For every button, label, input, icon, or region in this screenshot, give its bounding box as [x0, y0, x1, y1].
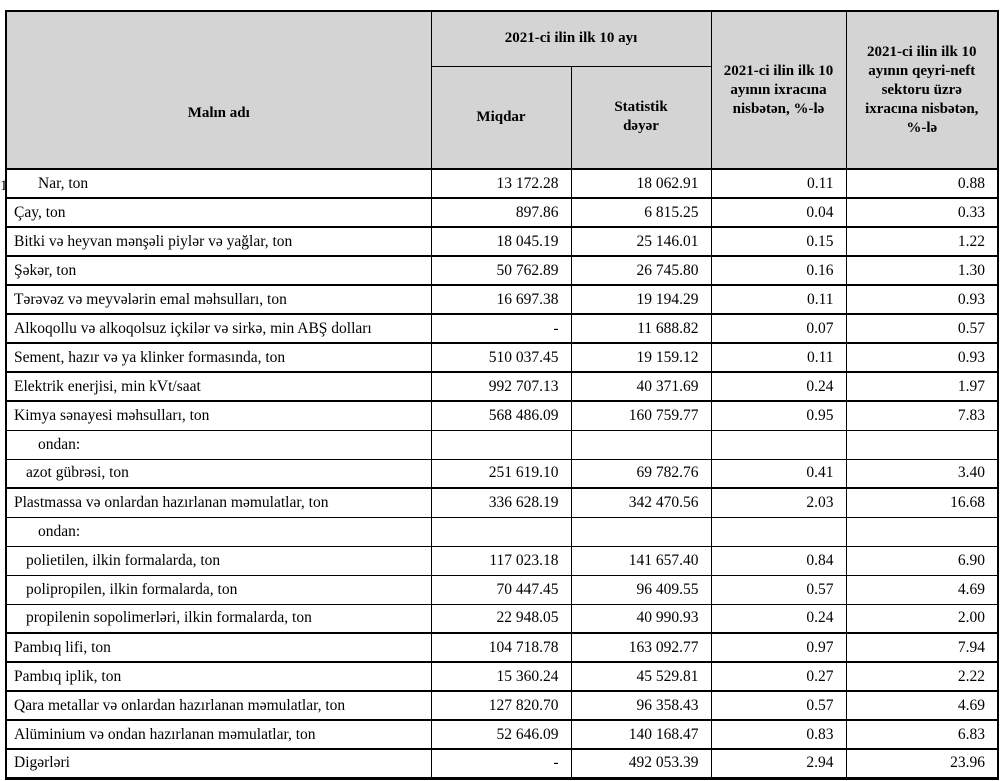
quantity-cell: 992 707.13	[431, 372, 571, 401]
table-row	[6, 343, 998, 372]
pct-of-nonoil-exports-cell: 1.22	[846, 227, 998, 256]
product-name-cell: Alüminium və ondan hazırlanan məmulatlar, ton	[6, 720, 431, 749]
product-name-cell: polipropilen, ilkin formalarda, ton	[6, 575, 431, 604]
quantity-cell: 251 619.10	[431, 459, 571, 488]
pct-of-exports-cell: 0.11	[711, 169, 846, 198]
pct-of-nonoil-exports-cell: 0.93	[846, 343, 998, 372]
pct-of-exports-cell: 0.41	[711, 459, 846, 488]
header-value	[571, 66, 711, 169]
pct-of-exports-cell: 0.27	[711, 662, 846, 691]
statistical-value-cell: 19 194.29	[571, 285, 711, 314]
pct-of-nonoil-exports-cell: 2.00	[846, 604, 998, 633]
product-name-cell: Sement, hazır və ya klinker formasında, ton	[6, 343, 431, 372]
quantity-cell: 897.86	[431, 198, 571, 227]
pct-of-nonoil-exports-cell: 3.40	[846, 459, 998, 488]
table-row	[6, 604, 998, 633]
quantity-cell: 70 447.45	[431, 575, 571, 604]
pct-of-exports-cell: 0.16	[711, 256, 846, 285]
quantity-cell: 22 948.05	[431, 604, 571, 633]
statistical-value-cell: 45 529.81	[571, 662, 711, 691]
header-period-group	[431, 11, 711, 66]
pct-of-exports-cell: 0.24	[711, 604, 846, 633]
product-name-cell: Pambıq lifi, ton	[6, 633, 431, 662]
product-name-cell: Pambıq iplik, ton	[6, 662, 431, 691]
product-name-cell: Çay, ton	[6, 198, 431, 227]
product-name-cell: propilenin sopolimerləri, ilkin formalarda, ton	[6, 604, 431, 633]
statistical-value-cell: 69 782.76	[571, 459, 711, 488]
table-row	[6, 198, 998, 227]
header-period-group-label: 2021-ci ilin ilk 10 ayı	[504, 30, 638, 47]
table-row	[6, 227, 998, 256]
pct-of-exports-cell: 2.94	[711, 749, 846, 778]
pct-of-nonoil-exports-cell: 1.30	[846, 256, 998, 285]
pct-of-exports-cell: 0.15	[711, 227, 846, 256]
statistical-value-cell: 492 053.39	[571, 749, 711, 778]
pct-of-exports-cell: 0.84	[711, 546, 846, 575]
statistical-value-cell: 18 062.91	[571, 169, 711, 198]
table-row	[6, 401, 998, 430]
statistical-value-cell: 342 470.56	[571, 488, 711, 517]
pct-of-nonoil-exports-cell	[846, 430, 998, 459]
pct-of-nonoil-exports-cell: 0.33	[846, 198, 998, 227]
product-name-cell: Qara metallar və onlardan hazırlanan məmulatlar, ton	[6, 691, 431, 720]
statistical-value-cell: 96 358.43	[571, 691, 711, 720]
product-name-cell: polietilen, ilkin formalarda, ton	[6, 546, 431, 575]
statistical-value-cell: 25 146.01	[571, 227, 711, 256]
header-pct-nonoil-label: 2021-ci ilin ilk 10 ayının qeyri-neft sektoru üzrə ixracına nisbətən, %-lə	[865, 43, 979, 136]
product-name-cell: Tərəvəz və meyvələrin emal məhsulları, ton	[6, 285, 431, 314]
pct-of-exports-cell	[711, 430, 846, 459]
table-row	[6, 169, 998, 198]
pct-of-exports-cell: 0.04	[711, 198, 846, 227]
quantity-cell: 18 045.19	[431, 227, 571, 256]
header-product-name-label: Malın adı	[187, 104, 250, 121]
statistical-value-cell: 11 688.82	[571, 314, 711, 343]
table-row	[6, 256, 998, 285]
pct-of-nonoil-exports-cell: 7.83	[846, 401, 998, 430]
product-name-cell: Bitki və heyvan mənşəli piylər və yağlar, ton	[6, 227, 431, 256]
product-name-cell: ondan:	[6, 430, 431, 459]
table-row	[6, 575, 998, 604]
pct-of-exports-cell: 0.97	[711, 633, 846, 662]
statistical-value-cell: 19 159.12	[571, 343, 711, 372]
table-header	[6, 11, 998, 169]
table-row	[6, 488, 998, 517]
statistical-value-cell: 96 409.55	[571, 575, 711, 604]
product-name-cell: Kimya sənayesi məhsulları, ton	[6, 401, 431, 430]
quantity-cell	[431, 517, 571, 546]
pct-of-exports-cell: 0.07	[711, 314, 846, 343]
table-row	[6, 430, 998, 459]
pct-of-nonoil-exports-cell: 7.94	[846, 633, 998, 662]
table-row	[6, 633, 998, 662]
table-row	[6, 662, 998, 691]
export-statistics-table	[5, 10, 999, 780]
quantity-cell: 510 037.45	[431, 343, 571, 372]
statistical-value-cell: 140 168.47	[571, 720, 711, 749]
pct-of-nonoil-exports-cell: 2.22	[846, 662, 998, 691]
quantity-cell: 13 172.28	[431, 169, 571, 198]
pct-of-exports-cell: 0.57	[711, 691, 846, 720]
header-pct-exports	[711, 11, 846, 169]
statistical-value-cell: 40 990.93	[571, 604, 711, 633]
header-pct-exports-label: 2021-ci ilin ilk 10 ayının ixracına nisbətən, %-lə	[723, 62, 834, 117]
table-row	[6, 691, 998, 720]
table-row	[6, 372, 998, 401]
statistical-value-cell: 163 092.77	[571, 633, 711, 662]
pct-of-exports-cell: 0.24	[711, 372, 846, 401]
table-row	[6, 517, 998, 546]
quantity-cell: 117 023.18	[431, 546, 571, 575]
product-name-cell: Elektrik enerjisi, min kVt/saat	[6, 372, 431, 401]
pct-of-nonoil-exports-cell: 6.83	[846, 720, 998, 749]
header-pct-nonoil	[846, 11, 998, 169]
product-name-cell: Nar, ton	[6, 169, 431, 198]
pct-of-nonoil-exports-cell: 4.69	[846, 691, 998, 720]
statistical-value-cell: 6 815.25	[571, 198, 711, 227]
product-name-cell: Plastmassa və onlardan hazırlanan məmulatlar, ton	[6, 488, 431, 517]
pct-of-exports-cell: 0.11	[711, 343, 846, 372]
statistical-value-cell	[571, 430, 711, 459]
pct-of-exports-cell: 0.57	[711, 575, 846, 604]
header-value-label: Statistik dəyər	[614, 99, 668, 135]
header-quantity	[431, 66, 571, 169]
pct-of-nonoil-exports-cell: 16.68	[846, 488, 998, 517]
pct-of-nonoil-exports-cell: 0.93	[846, 285, 998, 314]
pct-of-nonoil-exports-cell	[846, 517, 998, 546]
pct-of-nonoil-exports-cell: 23.96	[846, 749, 998, 778]
pct-of-exports-cell: 0.11	[711, 285, 846, 314]
left-edge-row-number: 1	[0, 178, 8, 194]
statistical-value-cell	[571, 517, 711, 546]
pct-of-exports-cell	[711, 517, 846, 546]
quantity-cell: 15 360.24	[431, 662, 571, 691]
header-row-1	[6, 11, 998, 66]
quantity-cell: 16 697.38	[431, 285, 571, 314]
quantity-cell: 104 718.78	[431, 633, 571, 662]
statistical-value-cell: 40 371.69	[571, 372, 711, 401]
product-name-cell: Alkoqollu və alkoqolsuz içkilər və sirkə, min ABŞ dolları	[6, 314, 431, 343]
quantity-cell: 127 820.70	[431, 691, 571, 720]
table-row	[6, 314, 998, 343]
product-name-cell: Digərləri	[6, 749, 431, 778]
table-row	[6, 459, 998, 488]
quantity-cell: -	[431, 749, 571, 778]
product-name-cell: Şəkər, ton	[6, 256, 431, 285]
table-row	[6, 546, 998, 575]
pct-of-nonoil-exports-cell: 1.97	[846, 372, 998, 401]
table-body	[6, 169, 998, 778]
statistical-value-cell: 141 657.40	[571, 546, 711, 575]
quantity-cell: -	[431, 314, 571, 343]
table-row	[6, 720, 998, 749]
pct-of-nonoil-exports-cell: 0.88	[846, 169, 998, 198]
quantity-cell: 50 762.89	[431, 256, 571, 285]
product-name-cell: ondan:	[6, 517, 431, 546]
quantity-cell: 52 646.09	[431, 720, 571, 749]
statistical-value-cell: 26 745.80	[571, 256, 711, 285]
quantity-cell: 336 628.19	[431, 488, 571, 517]
pct-of-nonoil-exports-cell: 4.69	[846, 575, 998, 604]
header-quantity-label: Miqdar	[476, 108, 526, 125]
table-row	[6, 285, 998, 314]
quantity-cell: 568 486.09	[431, 401, 571, 430]
quantity-cell	[431, 430, 571, 459]
pct-of-exports-cell: 0.83	[711, 720, 846, 749]
pct-of-exports-cell: 2.03	[711, 488, 846, 517]
header-product-name	[6, 11, 431, 169]
pct-of-exports-cell: 0.95	[711, 401, 846, 430]
pct-of-nonoil-exports-cell: 6.90	[846, 546, 998, 575]
table-row	[6, 749, 998, 778]
statistical-value-cell: 160 759.77	[571, 401, 711, 430]
pct-of-nonoil-exports-cell: 0.57	[846, 314, 998, 343]
product-name-cell: azot gübrəsi, ton	[6, 459, 431, 488]
